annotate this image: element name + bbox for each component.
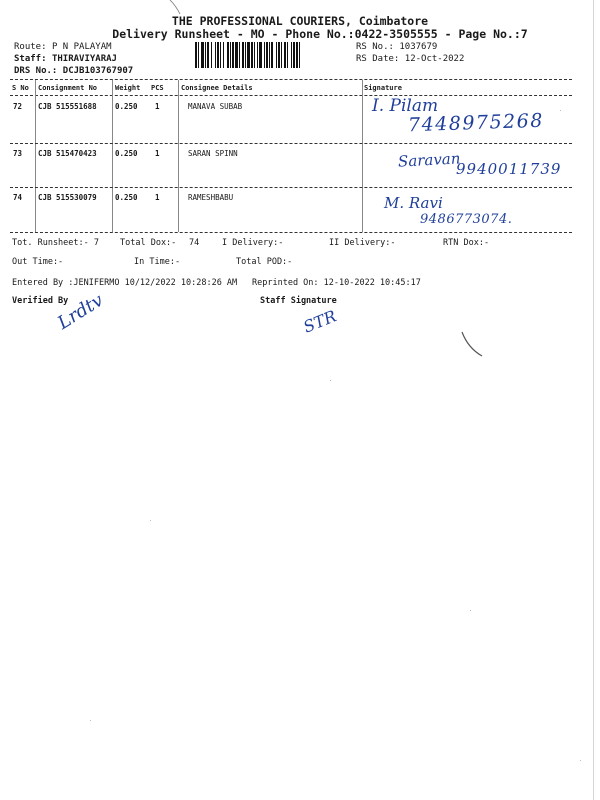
barcode-bar [287,42,288,68]
col-consignment: Consignment No [38,84,98,92]
col-sno: S No [12,84,29,92]
header-rule [10,95,572,96]
barcode-bar [211,42,212,68]
total-dox-value: 74 [189,238,200,248]
scan-speck [330,380,331,381]
barcode-bar [293,42,295,68]
in-time: In Time:- [134,257,181,267]
signature-phone: 9486773074. [420,212,513,227]
table-bottom-rule [10,232,572,233]
row-consignment: CJB 515551688 [38,102,97,111]
out-time: Out Time:- [12,257,64,267]
barcode-bar [254,42,255,68]
barcode-bar [230,42,231,68]
i-delivery: I Delivery:- [222,238,284,248]
row-pcs: 1 [155,149,160,158]
barcode-bar [266,42,268,68]
barcode-bar [278,42,280,68]
row-pcs: 1 [155,102,160,111]
barcode-bar [201,42,204,68]
row-sno: 73 [13,149,23,158]
barcode-bar [264,42,265,68]
barcode-bar [276,42,277,68]
row-sno: 72 [13,102,23,111]
row-weight: 0.250 [115,149,138,158]
route-value: P N PALAYAM [51,42,112,52]
drs-line [14,66,133,76]
staff-line [14,54,117,64]
col-sep [178,80,179,232]
staff-signature-label: Staff Signature [260,296,337,306]
rtn-dox: RTN Dox:- [443,238,490,248]
signature-name: M. Ravi [384,194,443,212]
total-pod: Total POD:- [236,257,293,267]
col-sep [362,80,363,232]
row-consignment: CJB 515530079 [38,193,97,202]
verified-scrawl: Lrdtv [54,289,108,334]
staff-label: Staff: [14,54,47,64]
company-title: THE PROFESSIONAL COURIERS, Coimbatore [171,14,429,28]
scan-speck [560,110,561,111]
barcode-bar [257,42,258,68]
col-sep [35,80,36,232]
barcode-bar [235,42,238,68]
rs-no-value: 1037679 [399,42,438,52]
barcode-bar [284,42,286,68]
col-consignee: Consignee Details [181,84,253,92]
row-consignment: CJB 515470423 [38,149,97,158]
barcode-bar [251,42,253,68]
col-sep [112,80,113,232]
col-pcs: PCS [151,84,164,92]
barcode-bar [299,42,300,68]
signature-phone: 9940011739 [456,160,562,178]
barcode-bar [198,42,199,68]
barcode-bar [281,42,282,68]
barcode-bar [239,42,240,68]
row-consignee: SARAN SPINN [188,149,238,158]
row-pcs: 1 [155,193,160,202]
rs-date-value: 12-Oct-2022 [404,54,465,64]
row-weight: 0.250 [115,193,138,202]
table-top-rule [10,79,572,80]
row-consignee: MANAVA SUBAB [188,102,243,111]
barcode-bar [220,42,221,68]
barcode-bar [247,42,250,68]
barcode-bar [195,42,197,68]
signature-phone: 7448975268 [407,109,545,137]
rs-date-label: RS Date: [356,54,400,64]
barcode-bar [207,42,209,68]
barcode-bar [232,42,234,68]
staff-value: THIRAVIYARAJ [51,54,117,64]
drs-value: DCJB103767907 [62,66,134,76]
row-rule [10,187,572,188]
signature-name: I. Pilam [372,96,439,116]
col-signature: Signature [364,84,402,92]
ii-delivery: II Delivery:- [329,238,396,248]
route-label: Route: [14,42,47,52]
scan-speck [470,610,471,611]
pen-stroke [458,330,488,360]
col-weight: Weight [115,84,141,92]
barcode-bar [223,42,224,68]
signature-name: Saravan [397,149,461,171]
scan-speck [150,520,151,521]
barcode-bar [217,42,219,68]
entered-by: Entered By :JENIFERMO 10/12/2022 10:28:26 AM [12,278,238,288]
barcode-bar [215,42,216,68]
total-dox-label: Total Dox:- [120,238,177,248]
row-sno: 74 [13,193,23,202]
verified-by: Verified By [12,296,69,306]
barcode-bar [269,42,270,68]
barcode-bar [227,42,229,68]
row-consignee: RAMESHBABU [188,193,234,202]
rs-no-label: RS No.: [356,42,394,52]
scan-speck [90,720,91,721]
scan-speck [580,760,581,761]
barcode-bar [296,42,298,68]
barcode [195,42,350,68]
route-line [14,42,112,52]
barcode-bar [205,42,206,68]
rs-date-line [356,54,464,64]
barcode-bar [291,42,292,68]
rs-no-line [356,42,437,52]
drs-label: DRS No.: [14,66,58,76]
staff-scrawl: STR [300,306,340,337]
barcode-bar [259,42,262,68]
tot-runsheet: Tot. Runsheet:- 7 [12,238,99,248]
runsheet-subtitle: Delivery Runsheet - MO - Phone No.:0422-3505555 - Page No.:7 [112,27,528,41]
scan-edge [593,0,594,800]
barcode-bar [271,42,273,68]
row-rule [10,143,572,144]
row-weight: 0.250 [115,102,138,111]
barcode-bar [242,42,244,68]
barcode-bar [245,42,246,68]
reprinted-on: Reprinted On: 12-10-2022 10:45:17 [252,278,421,288]
